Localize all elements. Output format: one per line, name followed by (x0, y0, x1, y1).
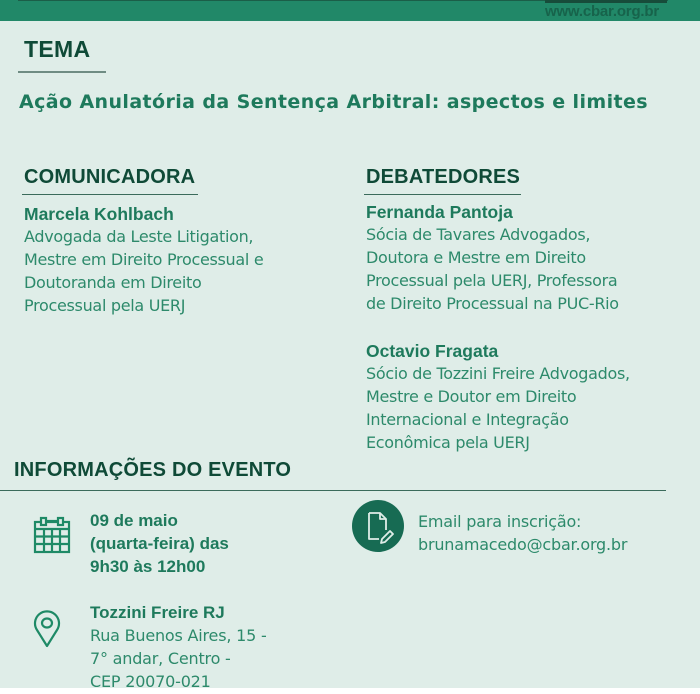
comunicadora-heading: COMUNICADORA (24, 166, 196, 188)
time-line: 9h30 às 12h00 (90, 557, 206, 576)
venue-address-line: 7° andar, Centro - (90, 649, 231, 668)
debater-name: Fernanda Pantoja (366, 202, 513, 222)
speaker-bio-line: Processual pela UERJ (24, 296, 186, 315)
venue-name: Tozzini Freire RJ (90, 603, 225, 622)
debater-bio-line: Mestre e Doutor em Direito (366, 387, 577, 406)
venue-address-line: CEP 20070-021 (90, 672, 211, 691)
speaker-bio-line: Advogada da Leste Litigation, (24, 227, 254, 246)
event-venue (90, 601, 350, 693)
venue-address-line: Rua Buenos Aires, 15 - (90, 626, 267, 645)
tema-divider (18, 71, 106, 73)
event-date (90, 509, 310, 578)
speaker-name: Marcela Kohlbach (24, 204, 174, 224)
date-line: 09 de maio (90, 511, 178, 530)
theme-title: Ação Anulatória da Sentença Arbitral: aspectos e limites (19, 91, 648, 113)
debater-bio-line: Internacional e Integração (366, 410, 569, 429)
speaker-bio-line: Mestre em Direito Processual e (24, 250, 264, 269)
debatedores-heading: DEBATEDORES (366, 166, 521, 188)
speaker-card (24, 203, 324, 317)
debater-bio-line: Doutora e Mestre em Direito (366, 248, 586, 267)
debater-card (366, 340, 696, 454)
debater-name: Octavio Fragata (366, 341, 499, 361)
comunicadora-divider (22, 194, 198, 195)
debater-card (366, 201, 696, 315)
calendar-icon (33, 516, 71, 554)
debater-bio-line: Econômica pela UERJ (366, 433, 530, 452)
event-info-divider (0, 490, 666, 491)
debater-bio-line: Sócia de Tavares Advogados, (366, 225, 591, 244)
weekday-line: (quarta-feira) das (90, 534, 229, 553)
email-address-link[interactable]: brunamacedo@cbar.org.br (418, 535, 628, 554)
debatedores-divider (364, 194, 521, 195)
map-pin-icon (33, 610, 61, 648)
debater-bio-line: Processual pela UERJ, Professora (366, 271, 618, 290)
site-url-link[interactable]: www.cbar.org.br (545, 3, 659, 20)
speaker-bio-line: Doutoranda em Direito (24, 273, 202, 292)
tema-heading: TEMA (24, 36, 91, 62)
debater-bio-line: Sócio de Tozzini Freire Advogados, (366, 364, 630, 383)
registration-email (418, 510, 698, 556)
email-label: Email para inscrição: (418, 512, 582, 531)
document-edit-icon (352, 500, 404, 552)
event-info-heading: INFORMAÇÕES DO EVENTO (14, 459, 292, 481)
debater-bio-line: de Direito Processual na PUC-Rio (366, 294, 619, 313)
